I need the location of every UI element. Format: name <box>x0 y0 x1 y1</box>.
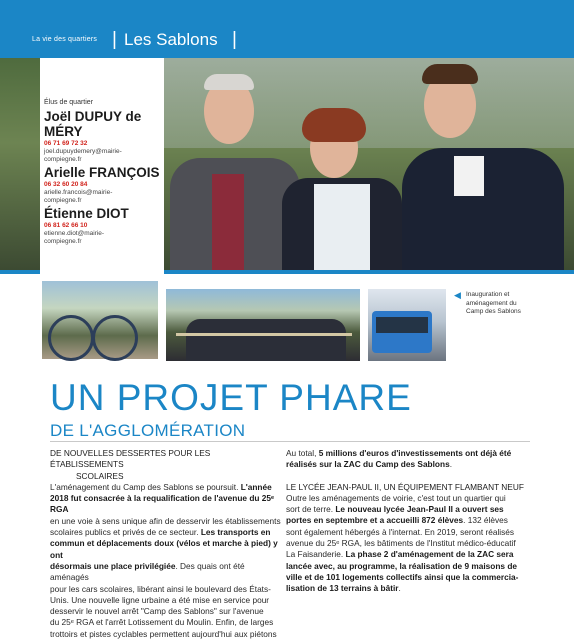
elu-1-name-line2: MÉRY <box>44 124 83 139</box>
right-intro-line1: Au total, 5 millions d'euros d'investissements ont déjà été <box>286 448 512 458</box>
photo-bicycles <box>42 281 158 359</box>
left-subhead-line1: DE NOUVELLES DESSERTES POUR LES ÉTABLISSEMENTS <box>50 448 211 470</box>
left-column <box>50 448 282 640</box>
page-title: Les Sablons <box>124 30 218 49</box>
right-line-7: lancée avec, au programme, la réalisation de 9 maisons de <box>286 560 518 571</box>
title-bar-right: | <box>232 29 237 50</box>
elu-2-email-line1: arielle.francois@mairie- <box>44 189 113 196</box>
left-line-9: desservir le nouvel arrêt "Camp des Sablons" sur l'avenue <box>50 606 264 617</box>
caption-arrow-icon: ◀ <box>454 290 461 300</box>
left-line-4: scolaires publics et privés de ce secteur. Les transports en <box>50 527 271 538</box>
headline-rule <box>50 441 530 442</box>
blue-divider-right <box>164 270 574 274</box>
elu-2-name: Arielle FRANÇOIS <box>44 165 160 180</box>
right-line-6: La Faisanderie. La phase 2 d'aménagement de la ZAC sera <box>286 549 514 560</box>
header-band <box>0 0 574 58</box>
elu-3-phone: 06 81 62 66 10 <box>44 222 88 229</box>
left-line-6: désormais une place privilégiée. Des quais ont été aménagés <box>50 560 245 583</box>
elu-3-name: Étienne DIOT <box>44 206 129 221</box>
caption-line2: aménagement du <box>466 299 517 307</box>
photo-bus <box>368 289 446 361</box>
elu-1-email-line1: joel.dupuydemery@mairie- <box>44 148 122 155</box>
right-line-4: sont également hébergés à l'internat. En 2019, seront réalisés <box>286 526 515 537</box>
title-bar-left: | <box>112 29 117 50</box>
caption-line3: Camp des Sablons <box>466 308 521 315</box>
left-line-8: Unis. Une nouvelle ligne urbaine a été mise en service pour <box>50 594 270 605</box>
left-line-5: commun et déplacements doux (vélos et marche à pied) y ont <box>50 538 278 560</box>
right-column <box>286 448 536 595</box>
right-line-9: lisation de 13 terrains à bâtir. <box>286 583 401 594</box>
blue-divider-left <box>0 270 40 274</box>
left-line-1: L'aménagement du Camp des Sablons se poursuit. L'année <box>50 481 272 492</box>
right-line-3: portes en septembre et a accueilli 872 élèves. 132 élèves <box>286 515 508 526</box>
elu-3-email-line2: compiegne.fr <box>44 238 82 245</box>
caption-line1: Inauguration et <box>466 291 510 298</box>
elu-3-email-line1: etienne.diot@mairie- <box>44 230 105 237</box>
section-label: La vie des quartiers <box>32 36 98 43</box>
right-line-2: sort de terre. Le nouveau lycée Jean-Paul II a ouvert ses <box>286 504 504 515</box>
photo-inauguration <box>166 289 360 361</box>
left-subhead-line2: SCOLAIRES <box>76 470 124 481</box>
elus-box <box>40 58 164 258</box>
elu-2-phone: 06 32 60 20 84 <box>44 181 88 188</box>
main-photo <box>164 58 574 270</box>
article-headline: UN PROJET PHARE <box>50 377 412 418</box>
elu-1-email-line2: compiegne.fr <box>44 156 82 163</box>
right-line-5: avenue du 25ᵉ RGA, les bâtiments de l'Institut médico-éducatif <box>286 538 516 549</box>
elu-1-name-line1: Joël DUPUY de <box>44 109 142 124</box>
elu-2-email-line2: compiegne.fr <box>44 197 82 204</box>
left-line-2: 2018 fut consacrée à la requalification de l'avenue du 25ᵉ RGA <box>50 493 275 515</box>
elu-1-phone: 06 71 69 72 32 <box>44 140 88 147</box>
left-line-3: en une voie à sens unique afin de desservir les établissements <box>50 515 281 526</box>
article-subheadline: DE L'AGGLOMÉRATION <box>50 421 246 440</box>
photo-left-strip <box>0 58 40 270</box>
right-line-1: Outre les aménagements de voirie, c'est tout un quartier qui <box>286 492 506 503</box>
left-line-10: du 25ᵉ RGA et l'arrêt Lotissement du Moulin. Enfin, de larges <box>50 617 274 628</box>
right-line-8: ville et de 101 logements collectifs ainsi que la commercia- <box>286 571 519 582</box>
left-line-11: trottoirs et pistes cyclables permettent aujourd'hui aux piétons <box>50 628 277 639</box>
left-line-7: pour les cars scolaires, libérant ainsi le boulevard des États- <box>50 583 271 594</box>
right-intro-line2: réalisés sur la ZAC du Camp des Sablons. <box>286 459 452 470</box>
elus-label: Élus de quartier <box>44 99 94 106</box>
right-subhead: LE LYCÉE JEAN-PAUL II, UN ÉQUIPEMENT FLAMBANT NEUF <box>286 481 524 492</box>
photo-caption <box>466 291 561 317</box>
